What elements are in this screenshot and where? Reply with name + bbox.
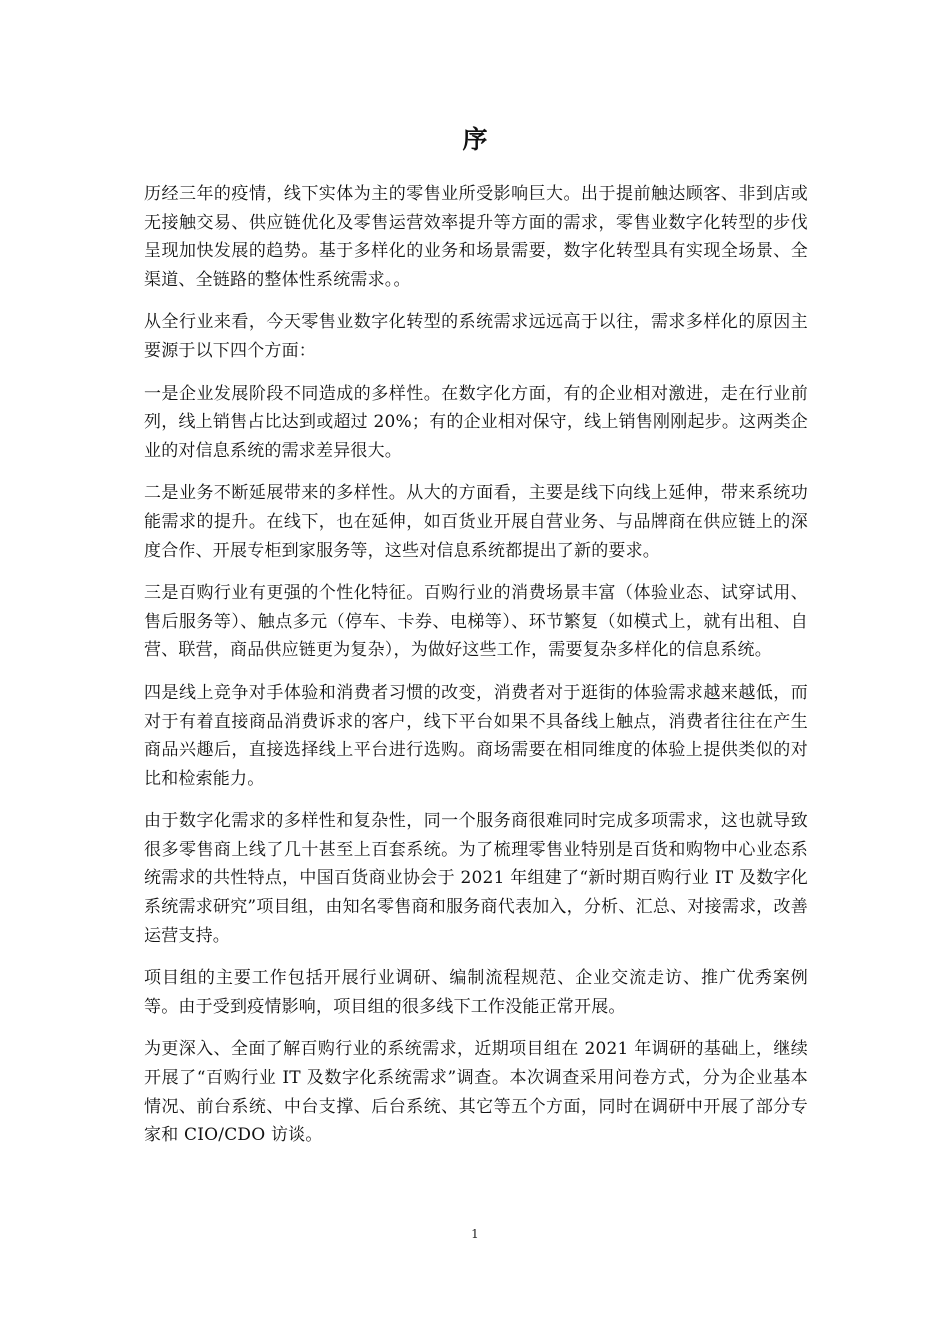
paragraph-4: 二是业务不断延展带来的多样性。从大的方面看，主要是线下向线上延伸，带来系统功能需求的提升。在线下，也在延伸，如百货业开展自营业务、与品牌商在供应链上的深度合作、开展专柜到家服务等，这些对信息系统都提出了新的要求。 xyxy=(144,483,808,561)
paragraph-1: 历经三年的疫情，线下实体为主的零售业所受影响巨大。出于提前触达顾客、非到店或无接触交易、供应链优化及零售运营效率提升等方面的需求，零售业数字化转型的步伐呈现加快发展的趋势。基于多样化的业务和场景需要，数字化转型具有实现全场景、全渠道、全链路的整体性系统需求。。 xyxy=(144,184,808,290)
paragraph-6: 四是线上竞争对手体验和消费者习惯的改变，消费者对于逛街的体验需求越来越低，而对于有着直接商品消费诉求的客户，线下平台如果不具备线上触点，消费者往往在产生商品兴趣后，直接选择线上平台进行选购。商场需要在相同维度的体验上提供类似的对比和检索能力。 xyxy=(144,682,808,789)
body-text xyxy=(144,180,808,1164)
paragraph-9: 为更深入、全面了解百购行业的系统需求，近期项目组在 2021 年调研的基础上，继续开展了“百购行业 IT 及数字化系统需求”调查。本次调查采用问卷方式，分为企业基本情况、前台系统、中台支撑、后台系统、其它等五个方面，同时在调研中开展了部分专家和 CIO/CDO 访谈。 xyxy=(144,1039,808,1146)
paragraph-5: 三是百购行业有更强的个性化特征。百购行业的消费场景丰富（体验业态、试穿试用、售后服务等）、触点多元（停车、卡券、电梯等）、环节繁复（如模式上，就有出租、自营、联营，商品供应链更为复杂），为做好这些工作，需要复杂多样化的信息系统。 xyxy=(144,583,808,661)
paragraph-7: 由于数字化需求的多样性和复杂性，同一个服务商很难同时完成多项需求，这也就导致很多零售商上线了几十甚至上百套系统。为了梳理零售业特别是百货和购物中心业态系统需求的共性特点，中国百货商业协会于 2021 年组建了“新时期百购行业 IT 及数字化系统需求研究”项目组，由知名零售商和服务商代表加入，分析、汇总、对接需求，改善运营支持。 xyxy=(144,811,808,946)
paragraph-3: 一是企业发展阶段不同造成的多样性。在数字化方面，有的企业相对激进，走在行业前列，线上销售占比达到或超过 20%；有的企业相对保守，线上销售刚刚起步。这两类企业的对信息系统的需求差异很大。 xyxy=(144,383,808,461)
page-title: 序 xyxy=(462,125,488,154)
page-number: 1 xyxy=(471,1227,479,1241)
paragraph-2: 从全行业来看，今天零售业数字化转型的系统需求远远高于以往，需求多样化的原因主要源于以下四个方面： xyxy=(144,312,808,361)
paragraph-8: 项目组的主要工作包括开展行业调研、编制流程规范、企业交流走访、推广优秀案例等。由于受到疫情影响，项目组的很多线下工作没能正常开展。 xyxy=(144,968,808,1017)
